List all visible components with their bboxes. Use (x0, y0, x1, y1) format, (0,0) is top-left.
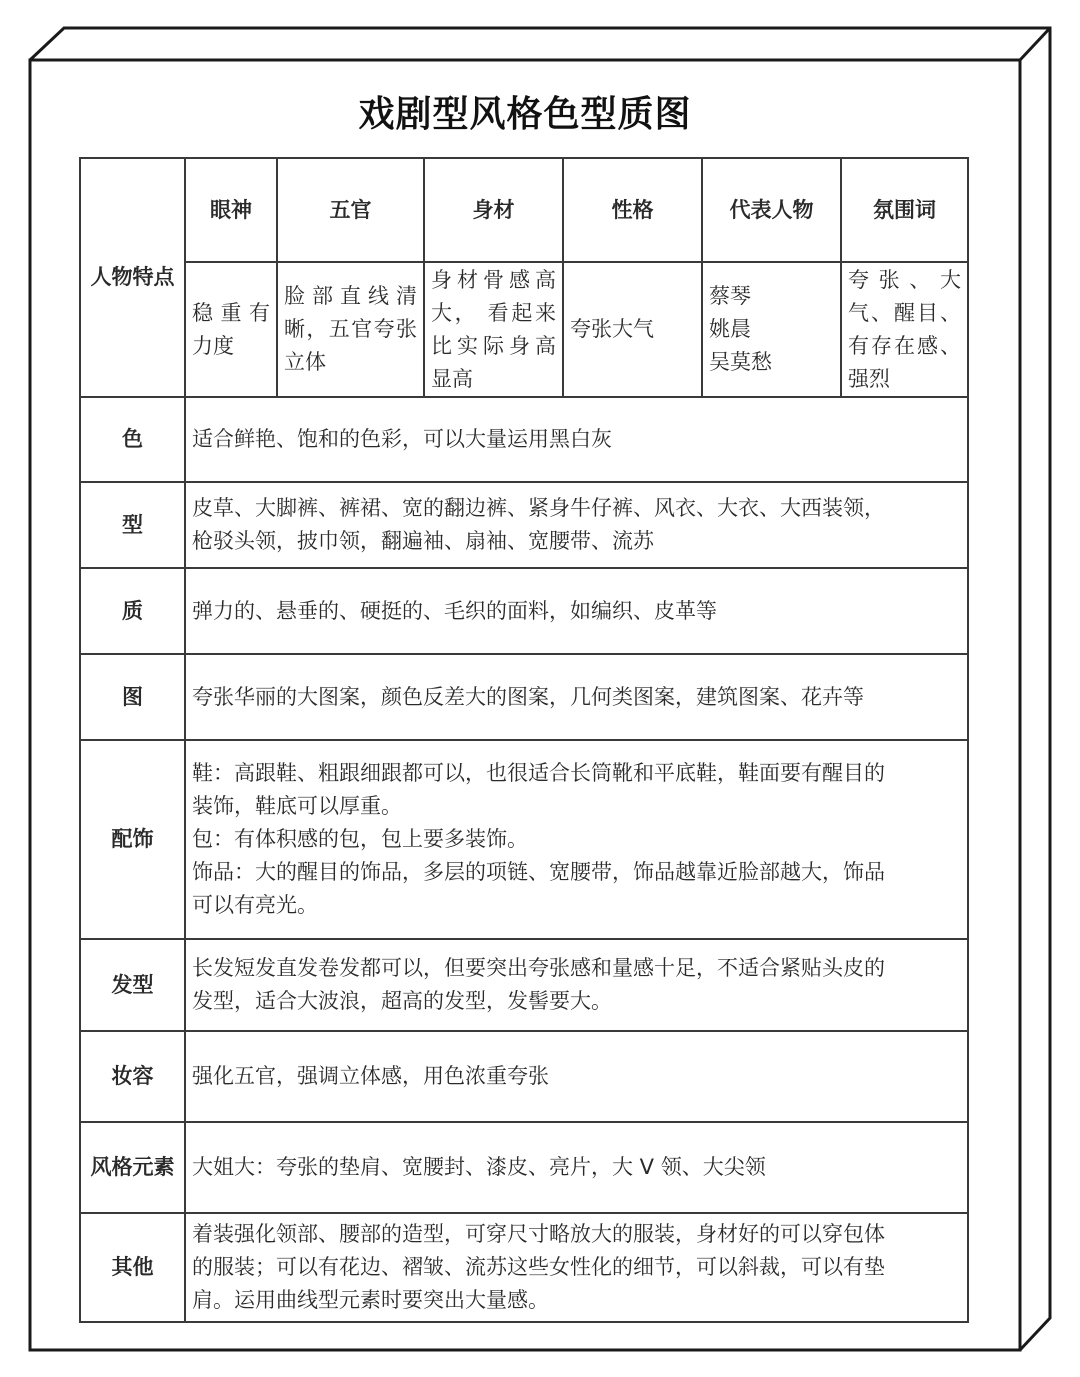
character-header-row (80, 158, 968, 262)
row-line: 着装强化领部、腰部的造型，可穿尺寸略放大的服装，身材好的可以穿包体 (192, 1222, 885, 1246)
row-line: 装饰，鞋底可以厚重。 (192, 794, 402, 818)
header-eyes: 眼神 (185, 158, 277, 262)
row-label: 妆容 (80, 1031, 185, 1122)
figure-line: 比实际身高 (431, 333, 556, 358)
eyes-line: 稳 重 有 (192, 300, 270, 325)
atmosphere-line: 强烈 (848, 366, 890, 391)
header-atmosphere: 氛围词 (841, 158, 968, 262)
row-style-elements (80, 1122, 968, 1213)
row-other (80, 1213, 968, 1322)
features-line: 脸 部 直 线 清 (284, 284, 417, 308)
representatives-cell (702, 262, 841, 397)
row-line: 适合鲜艳、饱和的色彩，可以大量运用黑白灰 (192, 427, 612, 451)
row-content (185, 939, 968, 1031)
header-personality: 性格 (563, 158, 702, 262)
row-hairstyle (80, 939, 968, 1031)
row-content (185, 397, 968, 482)
row-line: 长发短发直发卷发都可以，但要突出夸张感和量感十足，不适合紧贴头皮的 (192, 956, 885, 980)
row-shape (80, 482, 968, 568)
row-content (185, 740, 968, 939)
row-content (185, 1213, 968, 1322)
representative-name: 吴莫愁 (709, 350, 772, 374)
features-line: 立体 (284, 350, 326, 374)
representative-name: 蔡琴 (709, 284, 751, 308)
row-color (80, 397, 968, 482)
row-pattern (80, 654, 968, 740)
row-line: 强化五官，强调立体感，用色浓重夸张 (192, 1064, 549, 1088)
row-makeup (80, 1031, 968, 1122)
row-line: 包：有体积感的包，包上要多装饰。 (192, 827, 528, 851)
row-label: 型 (80, 482, 185, 568)
header-features: 五官 (277, 158, 424, 262)
row-line: 可以有亮光。 (192, 893, 318, 917)
page-title: 戏剧型风格色型质图 (358, 94, 692, 135)
row-label: 配饰 (80, 740, 185, 939)
character-label: 人物特点 (80, 158, 185, 397)
eyes-cell (185, 262, 277, 397)
row-label: 质 (80, 568, 185, 654)
figure-line: 大， 看起来 (431, 300, 556, 325)
features-cell (277, 262, 424, 397)
features-line: 晰，五官夸张 (284, 317, 417, 341)
atmosphere-line: 气、醒目、 (848, 300, 961, 325)
row-content (185, 568, 968, 654)
row-line: 枪驳头领，披巾领，翻遍袖、扇袖、宽腰带、流苏 (192, 529, 654, 553)
eyes-line: 力度 (192, 333, 234, 358)
row-line: 的服装；可以有花边、褶皱、流苏这些女性化的细节，可以斜裁，可以有垫 (192, 1255, 885, 1279)
row-label: 色 (80, 397, 185, 482)
row-line: 弹力的、悬垂的、硬挺的、毛织的面料，如编织、皮革等 (192, 598, 717, 623)
header-representatives: 代表人物 (702, 158, 841, 262)
row-label: 风格元素 (80, 1122, 185, 1213)
row-label: 其他 (80, 1213, 185, 1322)
row-content (185, 1031, 968, 1122)
figure-line: 显高 (431, 366, 473, 391)
row-label: 发型 (80, 939, 185, 1031)
row-content (185, 654, 968, 740)
row-line: 发型，适合大波浪，超高的发型，发髻要大。 (192, 989, 612, 1013)
representative-name: 姚晨 (709, 317, 751, 341)
row-line: 鞋：高跟鞋、粗跟细跟都可以，也很适合长筒靴和平底鞋，鞋面要有醒目的 (192, 761, 885, 785)
row-line: 大姐大：夸张的垫肩、宽腰封、漆皮、亮片，大 V 领、大尖领 (192, 1155, 766, 1179)
personality-cell: 夸张大气 (563, 262, 702, 397)
row-label: 图 (80, 654, 185, 740)
style-table (79, 157, 969, 1323)
row-line: 饰品：大的醒目的饰品，多层的项链、宽腰带，饰品越靠近脸部越大，饰品 (192, 860, 885, 884)
row-line: 夸张华丽的大图案，颜色反差大的图案，几何类图案，建筑图案、花卉等 (192, 684, 864, 709)
board-corner-edge (1020, 28, 1050, 60)
header-figure: 身材 (424, 158, 563, 262)
row-accessories (80, 740, 968, 939)
figure-line: 身材骨感高 (431, 267, 556, 292)
atmosphere-line: 夸 张 、 大 (848, 267, 961, 292)
character-values-row (80, 262, 968, 397)
atmosphere-line: 有存在感、 (848, 333, 961, 358)
row-line: 皮草、大脚裤、裤裙、宽的翻边裤、紧身牛仔裤、风衣、大衣、大西装领， (192, 496, 885, 520)
atmosphere-cell (841, 262, 968, 397)
row-content (185, 1122, 968, 1213)
row-line: 肩。运用曲线型元素时要突出大量感。 (192, 1288, 549, 1312)
row-content (185, 482, 968, 568)
figure-cell (424, 262, 563, 397)
row-texture (80, 568, 968, 654)
